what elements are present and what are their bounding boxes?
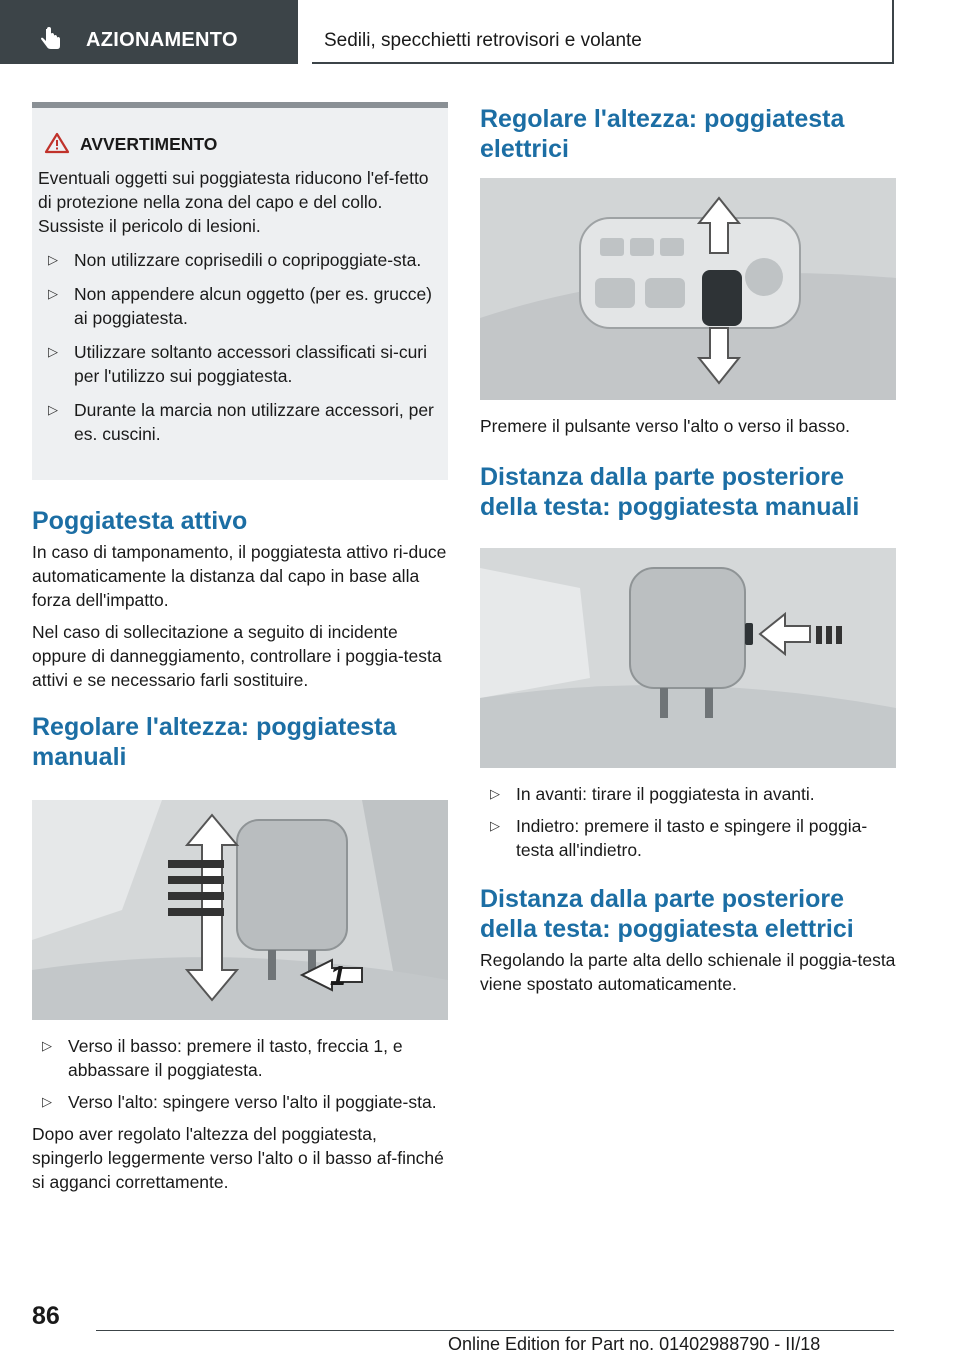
manual-headrest-image: [32, 800, 448, 1020]
distance-manual-illustration: [480, 548, 896, 768]
paragraph-distance-electric: Regolando la parte alta dello schienale il poggia-testa viene spostato automaticamente.: [480, 950, 896, 994]
warning-title: AVVERTIMENTO: [80, 134, 218, 154]
chapter-title: Sedili, specchietti retrovisori e volante: [324, 30, 642, 51]
heading-distance-manual: Distanza dalla parte posteriore della testa: poggiatesta manuali: [480, 463, 860, 521]
triangle-right-outline-icon: ▷: [48, 344, 58, 359]
triangle-right-outline-icon: ▷: [490, 818, 500, 833]
electric-seat-switch-image: [480, 178, 896, 400]
left-column-upper: [32, 506, 448, 772]
paragraph-electric: Premere il pulsante verso l'alto o verso il basso.: [480, 416, 851, 436]
triangle-right-outline-icon: ▷: [42, 1038, 52, 1053]
section-tab: [0, 0, 298, 64]
warning-triangle-icon: [44, 132, 70, 154]
callout-number: 1: [330, 960, 346, 991]
list-item: ▷ Non appendere alcun oggetto (per es. grucce) ai poggiatesta.: [48, 284, 433, 328]
paragraph-active-1: In caso di tamponamento, il poggiatesta attivo ri-duce automaticamente la distanza dal capo in base alla forza dell'impatto.: [32, 542, 447, 610]
list-item: ▷ In avanti: tirare il poggiatesta in avanti.: [490, 784, 815, 804]
list-item: ▷ Verso l'alto: spingere verso l'alto il poggiate-sta.: [42, 1092, 437, 1112]
footer-divider: [96, 1330, 894, 1331]
manual-headrest-illustration: [32, 800, 448, 1020]
triangle-right-outline-icon: ▷: [48, 252, 58, 267]
triangle-right-outline-icon: ▷: [490, 786, 500, 801]
list-item: ▷ Verso il basso: premere il tasto, freccia 1, e abbassare il poggiatesta.: [42, 1036, 403, 1080]
left-column-lower: [32, 1034, 448, 1194]
triangle-right-outline-icon: ▷: [42, 1094, 52, 1109]
page-number: 86: [32, 1302, 60, 1330]
heading-electric-height-wrap: [480, 104, 896, 164]
right-column-mid: [480, 414, 896, 522]
list-item: ▷ Indietro: premere il tasto e spingere il poggia-testa all'indietro.: [490, 816, 868, 860]
triangle-right-outline-icon: ▷: [48, 402, 58, 417]
paragraph-active-2: Nel caso di sollecitazione a seguito di incidente oppure di danneggiamento, controllare i poggia-testa attivi e se necessario farli sostituire.: [32, 622, 442, 690]
paragraph-after-adjust: Dopo aver regolato l'altezza del poggiatesta, spingerlo leggermente verso l'alto o il basso af-finché si agganci correttamente.: [32, 1124, 444, 1192]
distance-manual-image: [480, 548, 896, 768]
list-item: ▷ Non utilizzare coprisedili o copripoggiate-sta.: [48, 250, 422, 270]
list-item: ▷ Durante la marcia non utilizzare accessori, per es. cuscini.: [48, 400, 434, 444]
list-item: ▷ Utilizzare soltanto accessori classificati si-curi per l'utilizzo sui poggiatesta.: [48, 342, 428, 386]
triangle-right-outline-icon: ▷: [48, 286, 58, 301]
edition-footer: Online Edition for Part no. 01402988790 - II/18: [448, 1334, 821, 1354]
warning-box: [32, 102, 448, 480]
heading-distance-electric: Distanza dalla parte posteriore della testa: poggiatesta elettrici: [480, 885, 854, 943]
hand-pointer-icon: [38, 26, 64, 52]
heading-electric-height: Regolare l'altezza: poggiatesta elettrici: [480, 105, 845, 163]
warning-body: [38, 166, 438, 446]
section-tab-label: AZIONAMENTO: [86, 29, 238, 51]
right-column-lower: [480, 782, 896, 996]
heading-active-headrest: Poggiatesta attivo: [32, 507, 248, 535]
warning-text: Eventuali oggetti sui poggiatesta riducono l'ef-fetto di protezione nella zona del capo e del collo. Sussiste il pericolo di lesioni.: [38, 168, 429, 236]
heading-manual-height: Regolare l'altezza: poggiatesta manuali: [32, 713, 397, 771]
electric-switch-illustration: [480, 178, 896, 400]
chapter-header: [312, 0, 894, 64]
